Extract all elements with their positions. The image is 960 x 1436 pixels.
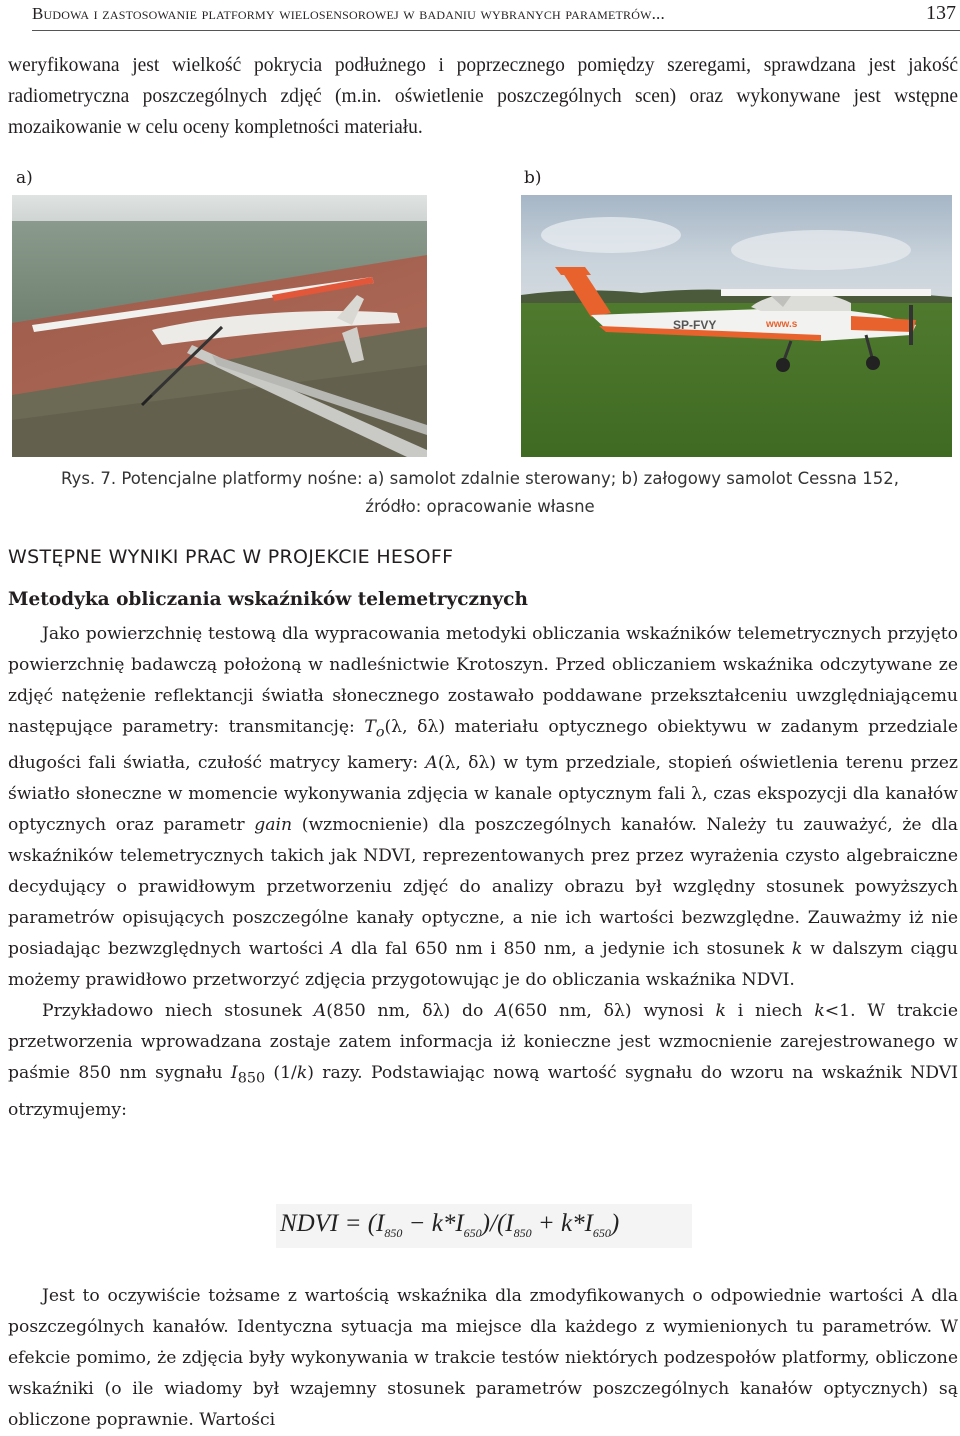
figure-label-b: b) xyxy=(524,168,542,188)
figure-caption xyxy=(10,465,950,521)
intro-paragraph xyxy=(8,50,958,143)
aircraft-website: www.s xyxy=(766,319,798,330)
section-subheading: Metodyka obliczania wskaźników telemetrycznych xyxy=(8,589,528,610)
body-paragraph-1: Jako powierzchnię testową dla wypracowania metodyki obliczania wskaźników telemetrycznych przyjęto powierzchnię badawczą położoną w nadleśnictwie Krotoszyn. Przed obliczaniem wskaźnika odczytywane ze zdjęć natężenie reflektancji światła słonecznego zostawało poddawane przekształceniu uwzględniającemu następujące parametry: transmitancję: $T_o(\lambda$, δλ) materiału optycznego obiektywu w zadanym przedziale długości fali światła, czułość matrycy kamery: A(λ, δλ) w tym przedziale, stopień oświetlenia terenu przez światło słoneczne w momencie wykonywania zdjęcia w kanale optycznym fali λ, czas ekspozycji dla kanałów optycznych oraz parametr gain (wzmocnienie) dla poszczególnych kanałów. Należy tu zauważyć, że dla wskaźników telemetrycznych takich jak NDVI, reprezentowanych prez przez wyrażenia czysto algebraiczne decydujący o prawidłowym przetworzeniu zdjęć do analizy obrazu był względny stosunek powyższych parametrów opisujących poszczególne kanały optyczne, a nie ich wartości bezwzględne. Zauważmy iż nie posiadając bezwzględnych wartości A dla fal 650 nm i 850 nm, a jedynie ich stosunek k w dalszym ciągu możemy prawidłowo przetworzyć zdjęcia przygotowując je do obliczania wskaźnika NDVI. xyxy=(8,624,958,991)
cessna-illustration xyxy=(521,195,952,457)
running-header-title: Budowa i zastosowanie platformy wielosensorowej w badaniu wybranych parametrów... xyxy=(32,4,665,23)
figure-label-a: a) xyxy=(16,168,33,188)
closing-paragraph xyxy=(8,1281,958,1436)
body-paragraph-2: Przykładowo niech stosunek A(850 nm, δλ) do A(650 nm, δλ) wynosi k i niech k<1. W trakcie przetworzenia wprowadzana zostaje zatem informacja iż konieczne jest wzmocnienie zarejestrowanego w paśmie 850 nm sygnału $I_{850}$ (1/k) razy. Podstawiając nową wartość sygnału do wzoru na wskaźnik NDVI otrzymujemy: xyxy=(8,1001,958,1120)
page-number: 137 xyxy=(926,2,956,24)
aircraft-registration: SP-FVY xyxy=(673,318,717,332)
running-header xyxy=(32,0,960,31)
photo-rc-aircraft xyxy=(12,195,427,457)
caption-line-1: Rys. 7. Potencjalne platformy nośne: a) samolot zdalnie sterowany; b) załogowy samolot Cessna 152, xyxy=(61,469,899,488)
photo-cessna-152 xyxy=(521,195,952,457)
rc-aircraft-illustration xyxy=(12,195,427,457)
caption-line-2: źródło: opracowanie własne xyxy=(365,497,595,516)
intro-text: weryfikowana jest wielkość pokrycia podłużnego i poprzecznego pomiędzy szeregami, sprawdzana jest jakość radiometryczna poszczególnych zdjęć (m.in. oświetlenie poszczególnych scen) oraz wykonywane jest wstępne mozaikowanie w celu oceny kompletności materiału. xyxy=(8,55,958,138)
body-text xyxy=(8,619,958,1126)
section-heading: WSTĘPNE WYNIKI PRAC W PROJEKCIE HESOFF xyxy=(8,546,454,568)
ndvi-formula: NDVI = $(I_{850} - k*I_{650})/(I_{850} + k*I_{650})$ xyxy=(276,1204,692,1248)
closing-text: Jest to oczywiście tożsame z wartością wskaźnika dla zmodyfikowanych o odpowiednie wartości A dla poszczególnych kanałów. Identyczna sytuacja ma miejsce dla każdego z wymienionych tu parametrów. W efekcie pomimo, że zdjęcia były wykonywania w trakcie testów niektórych podzespołów platformy, obliczone wskaźniki (o ile wiadomy był wzajemny stosunek parametrów poszczególnych kanałów optycznych) są obliczone poprawnie. Wartości xyxy=(8,1286,958,1430)
